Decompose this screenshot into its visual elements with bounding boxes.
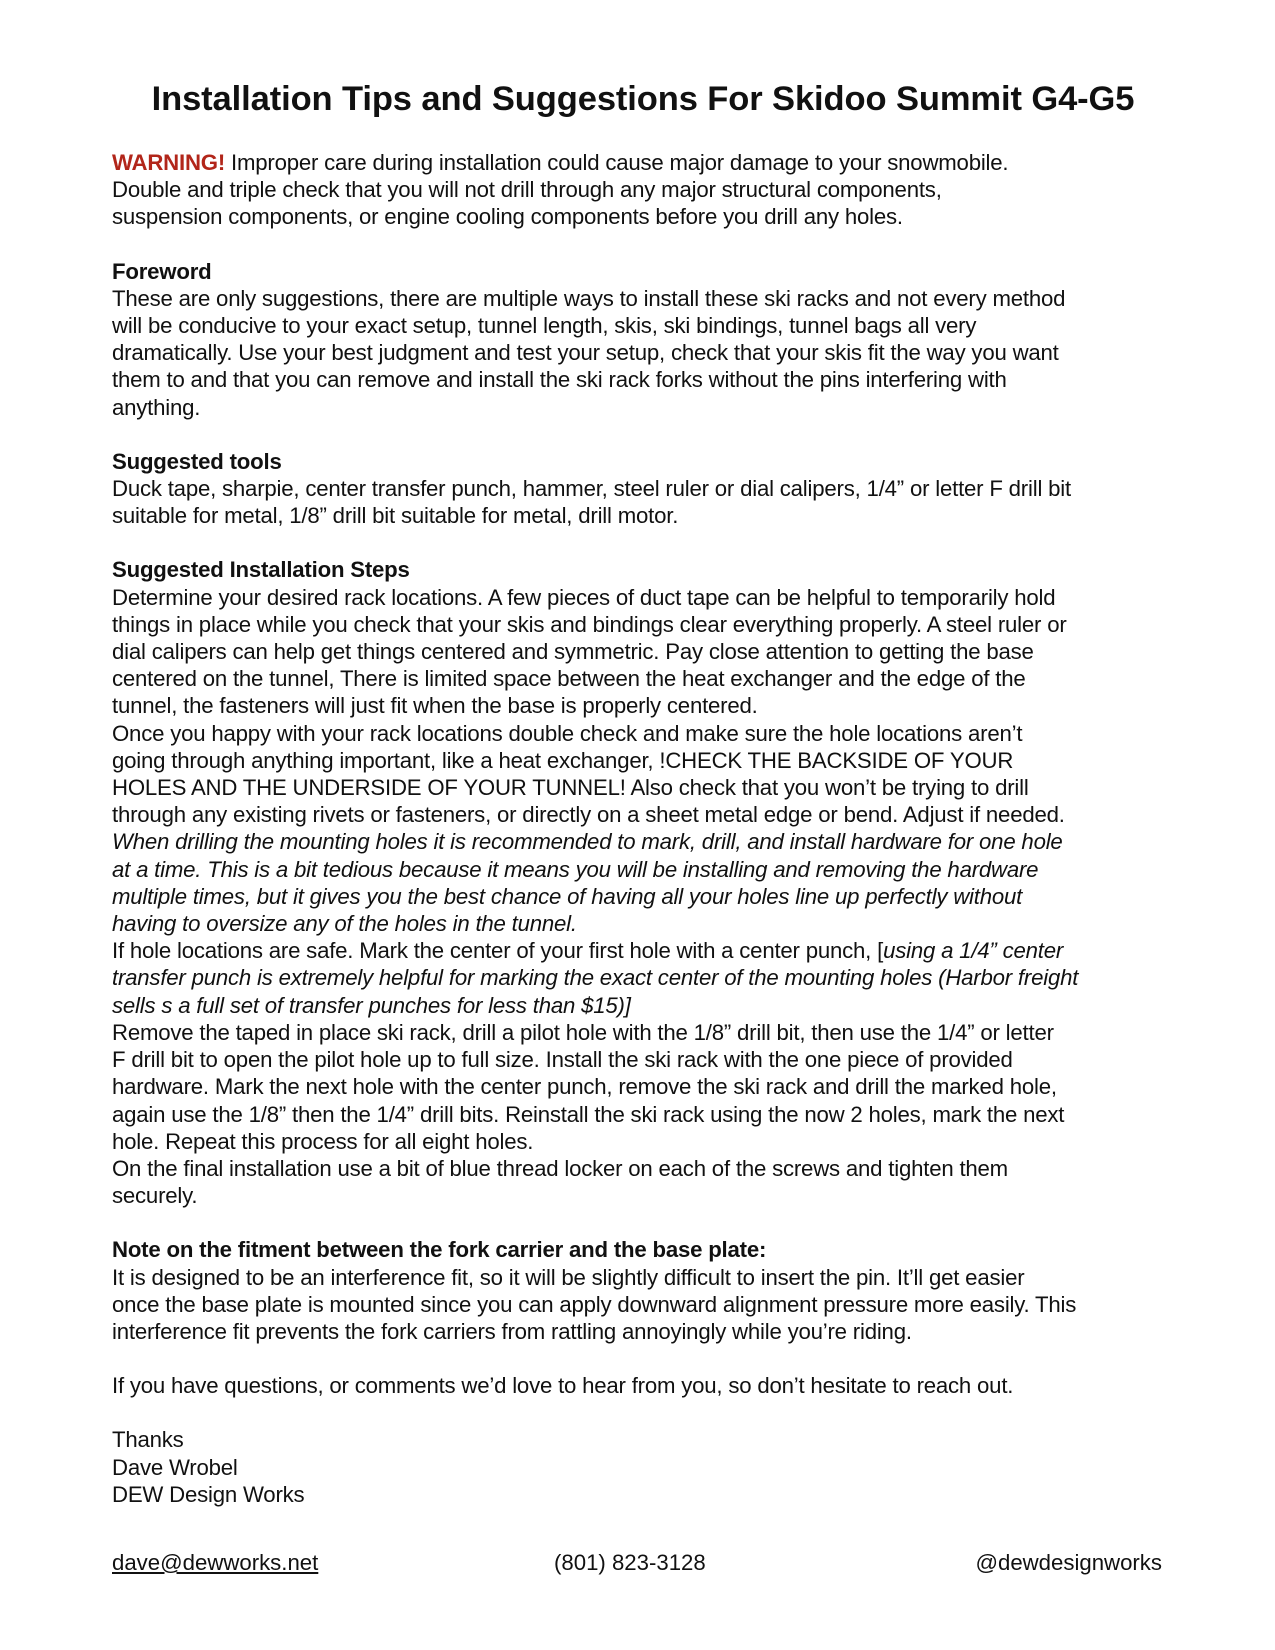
tools-heading: Suggested tools (112, 448, 282, 474)
signoff-thanks: Thanks (112, 1427, 184, 1453)
note-line: It is designed to be an interference fit, so it will be slightly difficult to insert the pin. It’ll get easier (112, 1264, 1025, 1290)
steps-line: F drill bit to open the pilot hole up to full size. Install the ski rack with the one piece of provided (112, 1047, 1013, 1073)
document-title: Installation Tips and Suggestions For Skidoo Summit G4-G5 (151, 80, 1135, 118)
steps-heading: Suggested Installation Steps (112, 557, 410, 583)
steps-line: through any existing rivets or fasteners, or directly on a sheet metal edge or bend. Adjust if needed. (112, 802, 1065, 828)
steps-italic-line: transfer punch is extremely helpful for marking the exact center of the mounting holes (Harbor freight (112, 965, 1079, 991)
note-section (112, 1236, 1174, 1345)
signoff-company: DEW Design Works (112, 1481, 305, 1507)
foreword-line: will be conducive to your exact setup, tunnel length, skis, ski bindings, tunnel bags all very (112, 313, 977, 339)
steps-italic-line: having to oversize any of the holes in the tunnel. (112, 911, 577, 937)
foreword-section (112, 258, 1174, 421)
steps-line: things in place while you check that your skis and bindings clear everything properly. A steel ruler or (112, 611, 1067, 637)
warning-line-2: Double and triple check that you will not drill through any major structural components, (112, 177, 942, 203)
steps-line: On the final installation use a bit of blue thread locker on each of the screws and tighten them (112, 1155, 1008, 1181)
steps-line: HOLES AND THE UNDERSIDE OF YOUR TUNNEL! Also check that you won’t be trying to drill (112, 775, 1029, 801)
steps-line: Once you happy with your rack locations double check and make sure the hole locations aren’t (112, 720, 1023, 746)
steps-italic-line: When drilling the mounting holes it is recommended to mark, drill, and install hardware for one hole (112, 829, 1063, 855)
steps-italic-line: sells s a full set of transfer punches for less than $15)] (112, 992, 631, 1018)
steps-line: again use the 1/8” then the 1/4” drill bits. Reinstall the ski rack using the now 2 holes, mark the next (112, 1101, 1065, 1127)
warning-label: WARNING! (112, 150, 226, 175)
steps-italic-line: at a time. This is a bit tedious because it means you will be installing and removing the hardware (112, 856, 1039, 882)
signoff-name: Dave Wrobel (112, 1454, 238, 1480)
foreword-line: dramatically. Use your best judgment and test your setup, check that your skis fit the way you want (112, 340, 1059, 366)
steps-line: centered on the tunnel, There is limited space between the heat exchanger and the edge of the (112, 666, 1026, 692)
tools-section (112, 448, 1174, 530)
steps-line: dial calipers can help get things centered and symmetric. Pay close attention to getting the base (112, 639, 1034, 665)
steps-section (112, 556, 1174, 1209)
tools-line: suitable for metal, 1/8” drill bit suitable for metal, drill motor. (112, 503, 679, 529)
steps-line: Remove the taped in place ski rack, drill a pilot hole with the 1/8” drill bit, then use the 1/4” or letter (112, 1019, 1054, 1045)
warning-line-3: suspension components, or engine cooling components before you drill any holes. (112, 204, 903, 230)
document-page (112, 76, 1174, 1508)
warning-paragraph (112, 149, 1174, 231)
warning-line-1: WARNING! Improper care during installation could cause major damage to your snowmobile. (112, 150, 1009, 175)
steps-line: going through anything important, like a heat exchanger, !CHECK THE BACKSIDE OF YOUR (112, 747, 1014, 773)
note-heading: Note on the fitment between the fork carrier and the base plate: (112, 1237, 767, 1263)
email-link[interactable]: dave@dewworks.net (112, 1550, 319, 1575)
contact-footer (112, 1550, 1162, 1580)
steps-line: hole. Repeat this process for all eight holes. (112, 1128, 534, 1154)
note-line: interference fit prevents the fork carriers from rattling annoyingly while you’re riding. (112, 1318, 912, 1344)
foreword-line: them to and that you can remove and install the ski rack forks without the pins interfering with (112, 367, 1007, 393)
closing-text: If you have questions, or comments we’d love to hear from you, so don’t hesitate to reach out. (112, 1373, 1014, 1399)
steps-line: hardware. Mark the next hole with the center punch, remove the ski rack and drill the marked hole, (112, 1074, 1057, 1100)
foreword-line: These are only suggestions, there are multiple ways to install these ski racks and not every method (112, 285, 1066, 311)
foreword-heading: Foreword (112, 258, 212, 284)
phone-number: (801) 823-3128 (554, 1550, 706, 1575)
note-line: once the base plate is mounted since you can apply downward alignment pressure more easily. This (112, 1291, 1077, 1317)
steps-line: securely. (112, 1183, 198, 1209)
steps-line: tunnel, the fasteners will just fit when the base is properly centered. (112, 693, 758, 719)
steps-italic-line: multiple times, but it gives you the best chance of having all your holes line up perfectly without (112, 883, 1023, 909)
steps-mixed-line: If hole locations are safe. Mark the center of your first hole with a center punch, [using a 1/4” center (112, 938, 1064, 964)
steps-line: Determine your desired rack locations. A few pieces of duct tape can be helpful to temporarily hold (112, 584, 1056, 610)
tools-line: Duck tape, sharpie, center transfer punch, hammer, steel ruler or dial calipers, 1/4” or letter F drill bit (112, 476, 1071, 502)
foreword-line: anything. (112, 394, 201, 420)
closing-section (112, 1372, 1174, 1399)
signoff-section (112, 1426, 1174, 1508)
social-handle: @dewdesignworks (975, 1550, 1162, 1575)
